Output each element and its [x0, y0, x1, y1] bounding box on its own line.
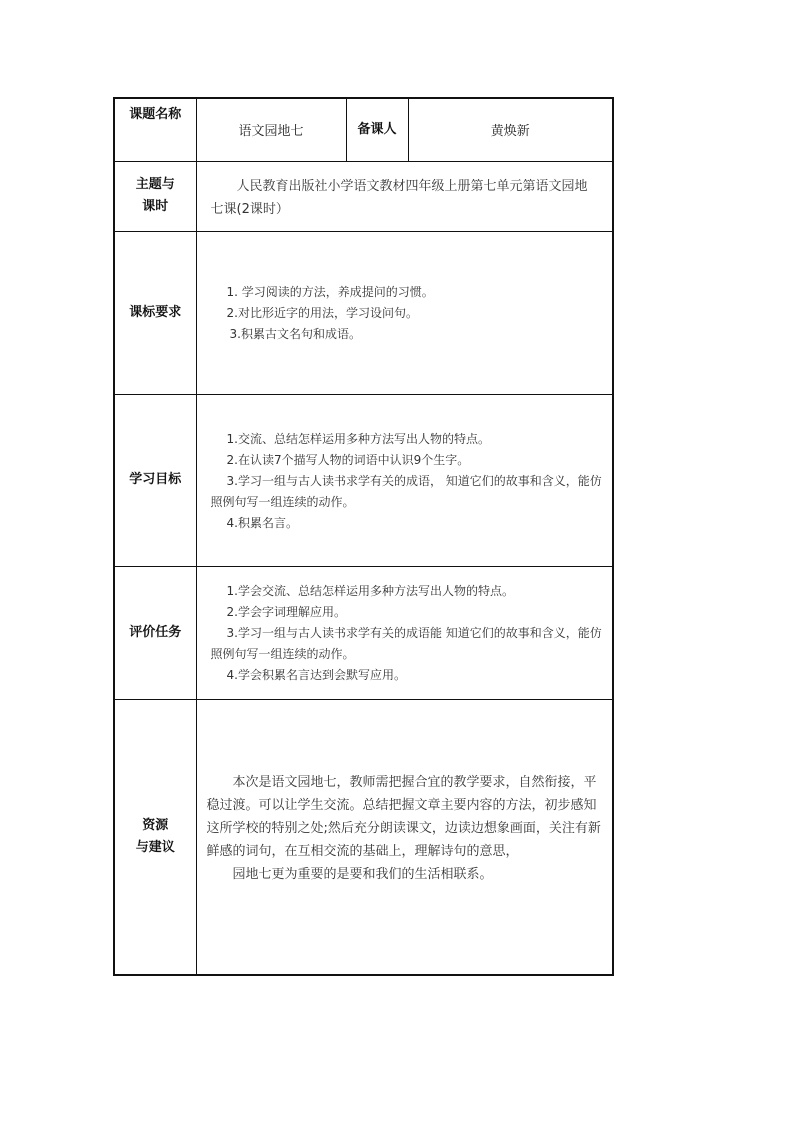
- assessment-item-1: 1.学会交流、总结怎样运用多种方法写出人物的特点。: [226, 583, 514, 598]
- standards-item-3: 3.积累古文名句和成语。: [229, 326, 361, 341]
- row-standards: [114, 231, 613, 394]
- assessment-item-4: 4.学会积累名言达到会默写应用。: [226, 667, 406, 682]
- resources-paragraph-2: 园地七更为重要的是要和我们的生活相联系。: [232, 866, 493, 882]
- assessment-item-2: 2.学会字词理解应用。: [226, 604, 346, 619]
- row-resources: [114, 699, 613, 975]
- theme-label: [114, 161, 196, 231]
- course-name-label: 课题名称: [114, 98, 196, 161]
- assessment-content: [196, 566, 613, 699]
- objectives-item-2: 2.在认读7个描写人物的词语中认识9个生字。: [226, 452, 470, 467]
- objectives-item-1: 1.交流、总结怎样运用多种方法写出人物的特点。: [226, 431, 490, 446]
- assessment-item-3: 3.学习一组与古人读书求学有关的成语能 知道它们的故事和含义，能仿照例句写一组连续的动作。: [210, 625, 602, 661]
- theme-text: 人民教育出版社小学语文教材四年级上册第七单元第语文园地七课(2课时）: [210, 178, 588, 217]
- assessment-label: 评价任务: [114, 566, 196, 699]
- standards-content: [196, 231, 613, 394]
- preparer-value: 黄焕新: [408, 98, 613, 161]
- standards-label: 课标要求: [114, 231, 196, 394]
- lesson-plan-table: [113, 97, 614, 976]
- row-course-name: [114, 98, 613, 161]
- theme-label-line1: 主题与: [135, 177, 175, 192]
- objectives-label: 学习目标: [114, 394, 196, 566]
- objectives-content: [196, 394, 613, 566]
- resources-content: [196, 699, 613, 975]
- theme-label-line2: 课时: [142, 199, 169, 214]
- objectives-item-4: 4.积累名言。: [226, 515, 298, 530]
- row-assessment: [114, 566, 613, 699]
- row-objectives: [114, 394, 613, 566]
- resources-label-line2: 与建议: [135, 839, 175, 855]
- course-name-value: 语文园地七: [196, 98, 346, 161]
- preparer-label: 备课人: [346, 98, 408, 161]
- resources-label: [114, 699, 196, 975]
- standards-item-2: 2.对比形近字的用法，学习设问句。: [226, 305, 418, 320]
- theme-content: [196, 161, 613, 231]
- standards-item-1: 1. 学习阅读的方法，养成提问的习惯。: [226, 284, 434, 299]
- objectives-item-3: 3.学习一组与古人读书求学有关的成语， 知道它们的故事和含义，能仿照例句写一组连续的动作。: [210, 473, 602, 509]
- resources-paragraph-1: 本次是语文园地七，教师需把握合宜的教学要求，自然衔接，平稳过渡。可以让学生交流。总结把握文章主要内容的方法，初步感知这所学校的特别之处;然后充分朗读课文，边读边想象画面，关注有新鲜感的词句，在互相交流的基础上，理解诗句的意思，: [206, 774, 601, 859]
- row-theme: [114, 161, 613, 231]
- resources-label-line1: 资源: [142, 817, 169, 833]
